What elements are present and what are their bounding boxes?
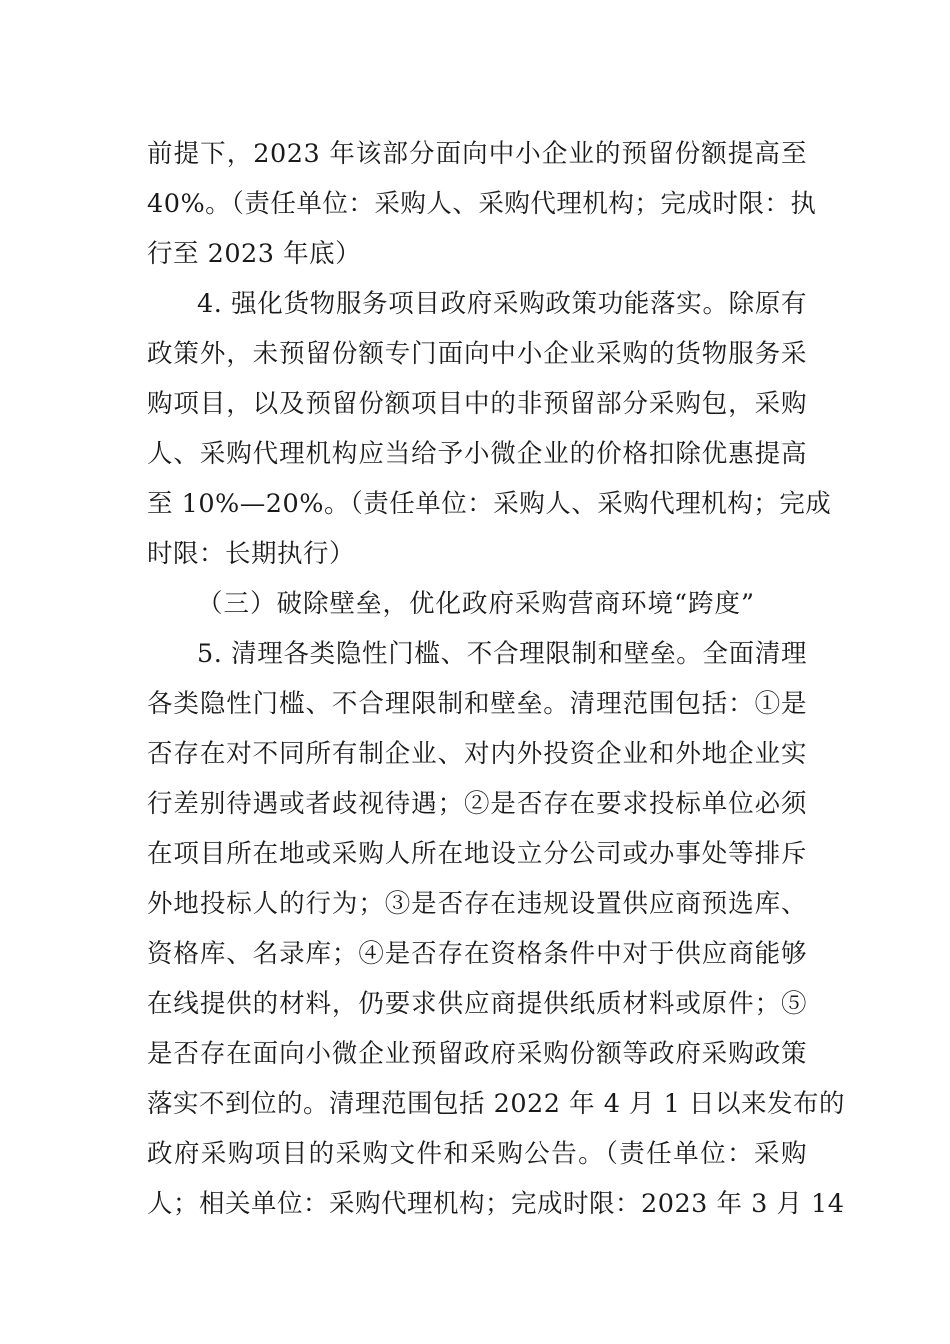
text-line: 5. 清理各类隐性门槛、不合理限制和壁垒。全面清理 — [197, 639, 807, 669]
text-line: 时限：长期执行） — [147, 539, 356, 569]
section-heading: （三）破除壁垒，优化政府采购营商环境“跨度” — [197, 589, 756, 619]
text-line: 是否存在面向小微企业预留政府采购份额等政府采购政策 — [147, 1039, 807, 1069]
text-line: 落实不到位的。清理范围包括 2022 年 4 月 1 日以来发布的 — [147, 1089, 845, 1119]
text-line: 政府采购项目的采购文件和采购公告。（责任单位：采购 — [147, 1139, 807, 1169]
text-line: 人、采购代理机构应当给予小微企业的价格扣除优惠提高 — [147, 439, 807, 469]
text-line: 前提下，2023 年该部分面向中小企业的预留份额提高至 — [147, 139, 807, 169]
text-line: 在项目所在地或采购人所在地设立分公司或办事处等排斥 — [147, 839, 807, 869]
text-line: 资格库、名录库；④是否存在资格条件中对于供应商能够 — [147, 939, 807, 969]
text-line: 至 10%—20%。（责任单位：采购人、采购代理机构；完成 — [147, 489, 832, 519]
text-line: 40%。（责任单位：采购人、采购代理机构；完成时限：执 — [147, 189, 817, 219]
text-line: 各类隐性门槛、不合理限制和壁垒。清理范围包括：①是 — [147, 689, 807, 719]
text-line: 政策外，未预留份额专门面向中小企业采购的货物服务采 — [147, 339, 807, 369]
text-line: 在线提供的材料，仍要求供应商提供纸质材料或原件；⑤ — [147, 989, 807, 1019]
text-line: 行至 2023 年底） — [147, 239, 362, 269]
text-line: 否存在对不同所有制企业、对内外投资企业和外地企业实 — [147, 739, 807, 769]
text-line: 外地投标人的行为；③是否存在违规设置供应商预选库、 — [147, 889, 807, 919]
text-line: 人；相关单位：采购代理机构；完成时限：2023 年 3 月 14 — [147, 1189, 845, 1219]
text-line: 购项目，以及预留份额项目中的非预留部分采购包，采购 — [147, 389, 807, 419]
text-line: 4. 强化货物服务项目政府采购政策功能落实。除原有 — [197, 289, 807, 319]
text-line: 行差别待遇或者歧视待遇；②是否存在要求投标单位必须 — [147, 789, 807, 819]
